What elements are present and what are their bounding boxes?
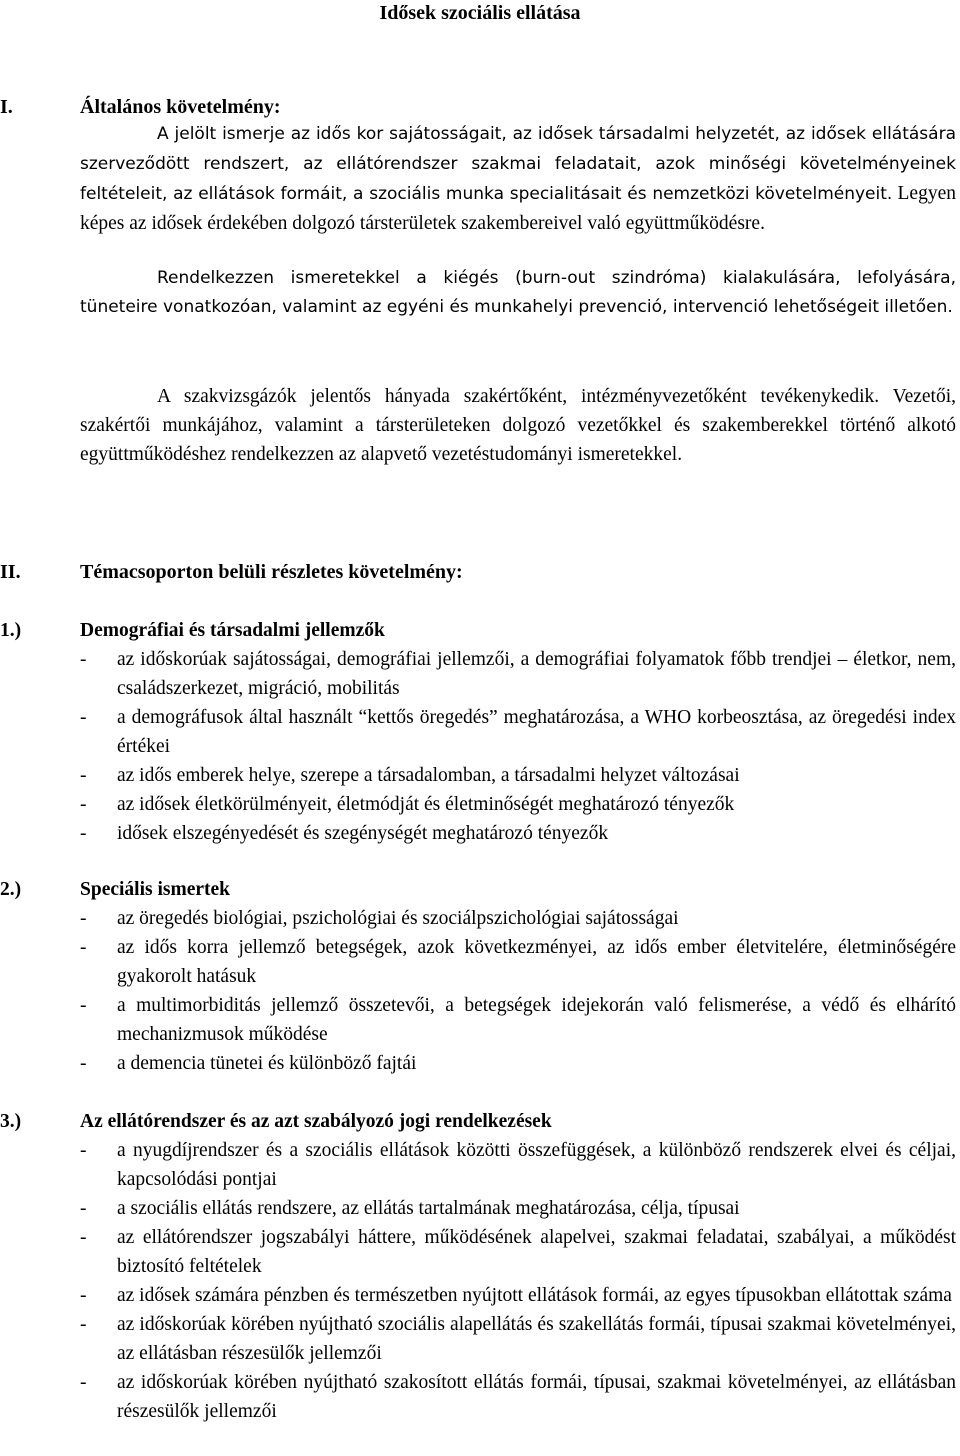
section-2-heading: Témacsoporton belüli részletes követelmény: xyxy=(80,561,463,583)
topic-3-list xyxy=(80,1136,956,1426)
list-item: - a demencia tünetei és különböző fajtái xyxy=(80,1053,417,1074)
topic-2-list xyxy=(80,904,956,1078)
section-1-heading: Általános követelmény: xyxy=(80,96,281,118)
section-1-number: I. xyxy=(0,96,13,118)
list-item: - a szociális ellátás rendszere, az ellátás tartalmának meghatározása, célja, típusai xyxy=(80,1198,740,1219)
topic-1-heading: Demográfiai és társadalmi jellemzők xyxy=(80,620,385,641)
paragraph-1-sans-text: A jelölt ismerje az idős kor sajátosságait, az idősek társadalmi helyzetét, az idősek ellátására szerveződött rendszert, az ellátórendszer szakmai feladatait, azok minőségi követelményeinek feltételeit, az ellátások formáit, a szociális munka specialitásait és nemzetközi követelményeit. xyxy=(80,124,956,204)
list-item: - az időskorúak körében nyújtható szociális alapellátás és szakellátás formái, típusai szakmai követelményei, az ellátásban részesülők jellemzői xyxy=(80,1314,956,1364)
list-item: - az idős korra jellemző betegségek, azok következményei, az idős ember életvitelére, életminőségére gyakorolt hatásuk xyxy=(80,937,956,987)
list-item: - az idősek életkörülményeit, életmódját és életminőségét meghatározó tényezők xyxy=(80,794,735,815)
page-title: Idősek szociális ellátása xyxy=(379,2,581,24)
section-1-paragraph-1 xyxy=(80,119,956,238)
list-item: - az időskorúak körében nyújtható szakosított ellátás formái, típusai, szakmai követelményei, az ellátásban részesülők jellemzői xyxy=(80,1372,956,1422)
topic-1-number: 1.) xyxy=(0,620,22,641)
topic-2-heading: Speciális ismertek xyxy=(80,879,231,900)
section-1-paragraph-2: Rendelkezzen ismeretekkel a kiégés (burn-out szindróma) kialakulására, lefolyására, tüneteire vonatkozóan, valamint az egyéni és munkahelyi prevenció, intervenció lehetőségeit illetően. xyxy=(80,268,956,317)
topic-1-list xyxy=(80,645,956,848)
list-item: - az öregedés biológiai, pszichológiai és szociálpszichológiai sajátosságai xyxy=(80,908,679,929)
list-item: - a multimorbiditás jellemző összetevői, a betegségek idejekorán való felismerése, a védő és elhárító mechanizmusok működése xyxy=(80,995,956,1045)
topic-3-number: 3.) xyxy=(0,1111,22,1132)
section-1-paragraph-3: A szakvizsgázók jelentős hányada szakértőként, intézményvezetőként tevékenykedik. Vezetői, szakértői munkájához, valamint a társterületeken dolgozó vezetőkkel és szakemberekkel történő alkotó együttműködéshez rendelkezzen az alapvető vezetéstudományi ismeretekkel. xyxy=(80,386,956,465)
list-item: - az idős emberek helye, szerepe a társadalomban, a társadalmi helyzet változásai xyxy=(80,765,740,786)
list-item: - az időskorúak sajátosságai, demográfiai jellemzői, a demográfiai folyamatok főbb trendjei – életkor, nem, családszerkezet, migráció, mobilitás xyxy=(80,649,956,699)
topic-3-heading: Az ellátórendszer és az azt szabályozó jogi rendelkezések xyxy=(80,1111,552,1132)
list-item: - az ellátórendszer jogszabályi háttere, működésének alapelvei, szakmai feladatai, szabályai, a működést biztosító feltételek xyxy=(80,1227,956,1277)
section-2-number: II. xyxy=(0,561,21,583)
list-item: - idősek elszegényedését és szegénységét meghatározó tényezők xyxy=(80,823,609,844)
topic-2-number: 2.) xyxy=(0,879,22,900)
list-item: - a nyugdíjrendszer és a szociális ellátások közötti összefüggések, a különböző rendszerek elvei és céljai, kapcsolódási pontjai xyxy=(80,1140,956,1190)
list-item: - az idősek számára pénzben és természetben nyújtott ellátások formái, az egyes típusokban ellátottak száma xyxy=(80,1285,952,1306)
paragraph-1-serif-text: Legyen képes az idősek érdekében dolgozó társterületek szakembereivel való együttműködésre. xyxy=(80,183,956,234)
list-item: - a demográfusok által használt “kettős öregedés” meghatározása, a WHO korbeosztása, az öregedési index értékei xyxy=(80,707,956,757)
